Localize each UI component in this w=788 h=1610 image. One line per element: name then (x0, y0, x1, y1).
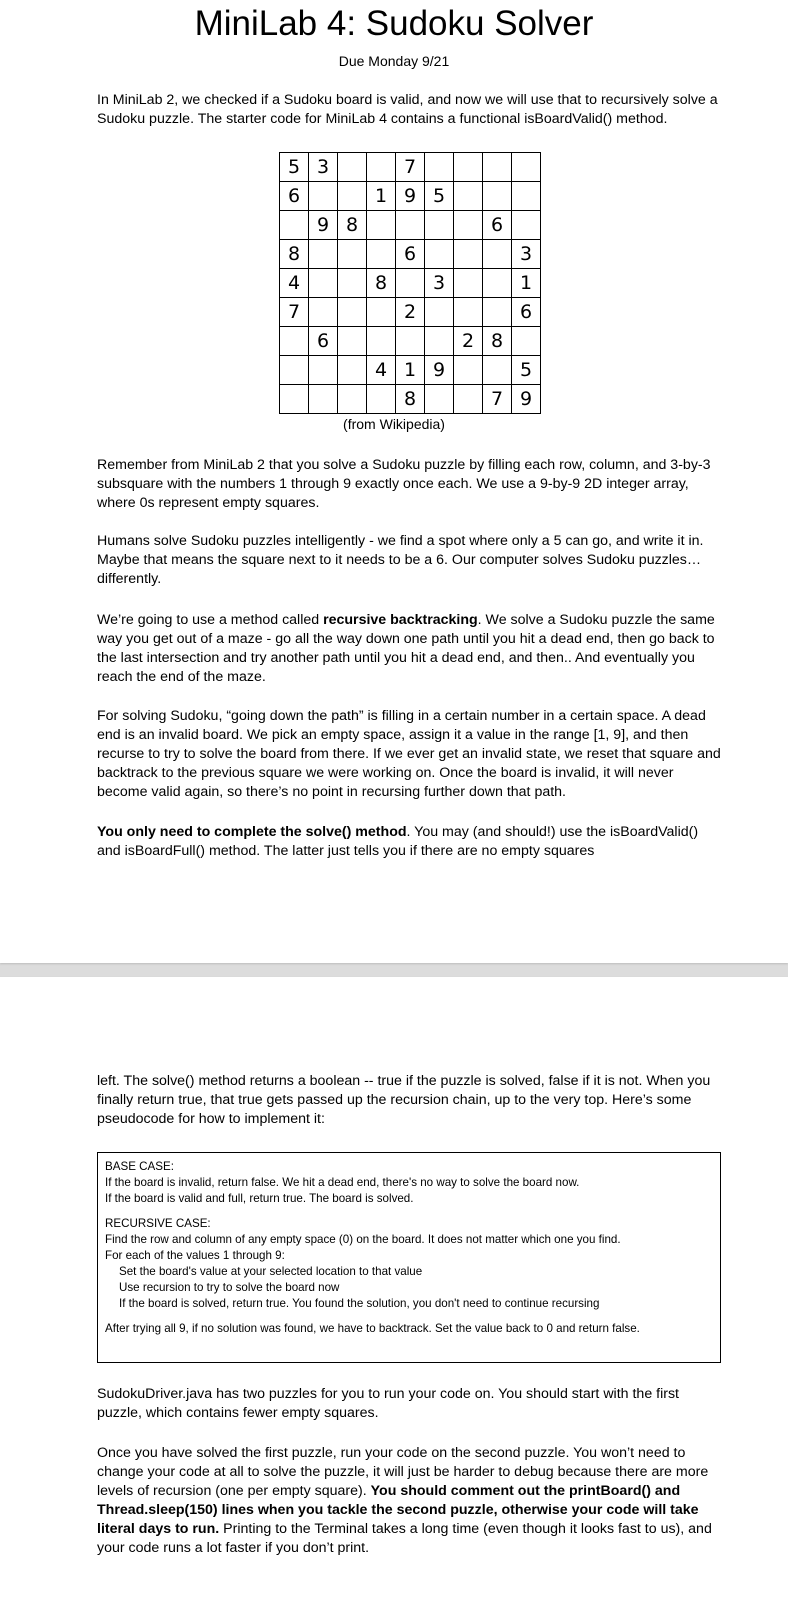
sudoku-cell (396, 211, 425, 240)
sudoku-cell (483, 298, 512, 327)
sudoku-cell: 3 (425, 269, 454, 298)
sudoku-cell (425, 240, 454, 269)
bold-warning: You should comment out the printBoard() and Thread.sleep(150) lines when you tackle the second puzzle, otherwise your code will take literal days to run. (97, 1483, 699, 1537)
code-line: If the board is valid and full, return true. The board is solved. (105, 1192, 414, 1205)
sudoku-cell (309, 385, 338, 414)
sudoku-cell (454, 182, 483, 211)
sudoku-cell (483, 182, 512, 211)
code-line: If the board is solved, return true. You found the solution, you don't need to continue recursing (119, 1297, 600, 1310)
sudoku-cell: 8 (280, 240, 309, 269)
sudoku-cell (309, 356, 338, 385)
sudoku-cell (396, 269, 425, 298)
bold-term: recursive backtracking (323, 612, 478, 628)
sudoku-cell (483, 356, 512, 385)
paragraph-solve-returns: left. The solve() method returns a boolean -- true if the puzzle is solved, false if it is not. When you finally return true, that true gets passed up the recursion chain, up to the very top. Here’s some pseudocode for how to implement it: (97, 1073, 711, 1127)
sudoku-cell: 1 (396, 356, 425, 385)
sudoku-cell: 7 (280, 298, 309, 327)
paragraph-humans: Humans solve Sudoku puzzles intelligently - we find a spot where only a 5 can go, and write it in. Maybe that means the square next to it needs to be a 6. Our computer solves Sudoku puzzles… differently. (97, 533, 704, 587)
sudoku-cell (367, 298, 396, 327)
sudoku-cell (425, 211, 454, 240)
sudoku-cell (280, 356, 309, 385)
sudoku-cell: 7 (483, 385, 512, 414)
sudoku-cell (338, 182, 367, 211)
sudoku-cell (454, 298, 483, 327)
sudoku-cell (367, 385, 396, 414)
text-span: . We solve a Sudoku puzzle the same way you get out of a maze - go all the way down one path until you hit a dead end, then go back to the last intersection and try another path until you hit a dead end, and then.. And eventually you reach the end of the maze. (97, 612, 715, 685)
sudoku-cell (309, 298, 338, 327)
sudoku-row (280, 327, 541, 356)
sudoku-cell: 9 (396, 182, 425, 211)
sudoku-cell (338, 269, 367, 298)
document-title: MiniLab 4: Sudoku Solver (194, 4, 594, 43)
sudoku-cell: 3 (309, 153, 338, 182)
sudoku-cell (425, 298, 454, 327)
sudoku-cell (454, 211, 483, 240)
sudoku-cell (483, 269, 512, 298)
sudoku-cell (367, 327, 396, 356)
sudoku-cell: 8 (396, 385, 425, 414)
sudoku-cell (309, 240, 338, 269)
sudoku-row (280, 298, 541, 327)
text-span: We’re going to use a method called (97, 612, 324, 628)
sudoku-cell (454, 385, 483, 414)
sudoku-cell (425, 327, 454, 356)
sudoku-cell: 1 (367, 182, 396, 211)
sudoku-cell (396, 327, 425, 356)
sudoku-cell: 6 (483, 211, 512, 240)
sudoku-cell (454, 153, 483, 182)
code-line: Set the board's value at your selected location to that value (119, 1265, 423, 1278)
sudoku-cell: 2 (454, 327, 483, 356)
paragraph-sudoku-driver: SudokuDriver.java has two puzzles for you to run your code on. You should start with the first puzzle, which contains fewer empty squares. (97, 1386, 680, 1421)
sudoku-cell (338, 298, 367, 327)
sudoku-cell: 3 (512, 240, 541, 269)
spacer (105, 1207, 714, 1216)
text-span: Once you have solved the first puzzle, run your code on the second puzzle. You won’t need to change your code at all to solve the puzzle, it will just be harder to debug because there are more levels of recursion (one per empty square). (97, 1445, 709, 1499)
paragraph-remember: Remember from MiniLab 2 that you solve a Sudoku puzzle by filling each row, column, and 3-by-3 subsquare with the numbers 1 through 9 exactly once each. We use a 9-by-9 2D integer array, where 0s represent empty squares. (97, 457, 711, 511)
sudoku-cell: 7 (396, 153, 425, 182)
sudoku-cell: 5 (512, 356, 541, 385)
sudoku-cell (367, 211, 396, 240)
sudoku-cell (483, 240, 512, 269)
sudoku-row (280, 153, 541, 182)
sudoku-cell (338, 385, 367, 414)
sudoku-cell: 8 (367, 269, 396, 298)
recursive-case-header: RECURSIVE CASE: (105, 1217, 211, 1230)
sudoku-cell (483, 153, 512, 182)
sudoku-cell: 2 (396, 298, 425, 327)
sudoku-cell (280, 327, 309, 356)
sudoku-cell (338, 327, 367, 356)
sudoku-cell (425, 385, 454, 414)
sudoku-row (280, 182, 541, 211)
sudoku-row (280, 240, 541, 269)
sudoku-cell: 8 (338, 211, 367, 240)
text-span: Printing to the Terminal takes a long time (even though it looks fast to us), and your code runs a lot faster if you don’t print. (97, 1521, 712, 1556)
sudoku-cell (280, 385, 309, 414)
due-date: Due Monday 9/21 (338, 53, 450, 69)
sudoku-cell: 9 (425, 356, 454, 385)
spacer (105, 1312, 714, 1321)
sudoku-cell: 9 (512, 385, 541, 414)
sudoku-cell (454, 240, 483, 269)
sudoku-cell (512, 327, 541, 356)
sudoku-cell (512, 211, 541, 240)
sudoku-cell: 6 (512, 298, 541, 327)
sudoku-cell (338, 153, 367, 182)
sudoku-row (280, 211, 541, 240)
sudoku-cell: 4 (367, 356, 396, 385)
base-case-header: BASE CASE: (105, 1160, 174, 1173)
sudoku-cell (454, 356, 483, 385)
sudoku-cell: 5 (280, 153, 309, 182)
paragraph-only-solve (97, 823, 722, 861)
sudoku-row (280, 356, 541, 385)
pseudocode-box (97, 1152, 721, 1363)
text-span: . You may (and should!) use the isBoardValid() and isBoardFull() method. The latter just tells you if there are no empty squares (97, 824, 699, 859)
sudoku-board-image (279, 152, 541, 414)
sudoku-cell (512, 182, 541, 211)
sudoku-cell (367, 240, 396, 269)
sudoku-cell: 5 (425, 182, 454, 211)
intro-paragraph: In MiniLab 2, we checked if a Sudoku board is valid, and now we will use that to recursively solve a Sudoku puzzle. The starter code for MiniLab 4 contains a functional isBoardValid() method. (97, 92, 718, 127)
sudoku-row (280, 385, 541, 414)
code-line: After trying all 9, if no solution was found, we have to backtrack. Set the value back to 0 and return false. (105, 1322, 640, 1335)
sudoku-cell: 6 (396, 240, 425, 269)
sudoku-cell: 1 (512, 269, 541, 298)
sudoku-cell: 6 (309, 327, 338, 356)
code-line: For each of the values 1 through 9: (105, 1249, 285, 1262)
sudoku-cell (425, 153, 454, 182)
sudoku-cell: 6 (280, 182, 309, 211)
document-page-2 (0, 977, 788, 1610)
sudoku-cell (309, 269, 338, 298)
sudoku-cell: 4 (280, 269, 309, 298)
sudoku-cell (338, 356, 367, 385)
sudoku-cell (309, 182, 338, 211)
sudoku-cell (338, 240, 367, 269)
sudoku-cell: 9 (309, 211, 338, 240)
code-line: Use recursion to try to solve the board now (119, 1281, 340, 1294)
sudoku-cell (454, 269, 483, 298)
sudoku-cell (367, 153, 396, 182)
sudoku-cell (512, 153, 541, 182)
image-caption: (from Wikipedia) (343, 416, 445, 432)
sudoku-row (280, 269, 541, 298)
sudoku-cell: 8 (483, 327, 512, 356)
code-line: Find the row and column of any empty space (0) on the board. It does not matter which one you find. (105, 1233, 621, 1246)
paragraph-solving-sudoku: For solving Sudoku, “going down the path” is filling in a certain number in a certain space. A dead end is an invalid board. We pick an empty space, assign it a value in the range [1, 9], and then recurse to try to solve the board from there. If we ever get an invalid state, we reset that square and backtrack to the previous square we were working on. Once the board is invalid, it will never become valid again, so there’s no point in recursing further down that path. (97, 708, 721, 800)
code-line: If the board is invalid, return false. We hit a dead end, there's no way to solve the board now. (105, 1176, 580, 1189)
paragraph-second-puzzle (97, 1444, 722, 1558)
bold-instruction: You only need to complete the solve() method (97, 824, 407, 840)
sudoku-cell (280, 211, 309, 240)
paragraph-recursive-backtracking (97, 611, 722, 687)
